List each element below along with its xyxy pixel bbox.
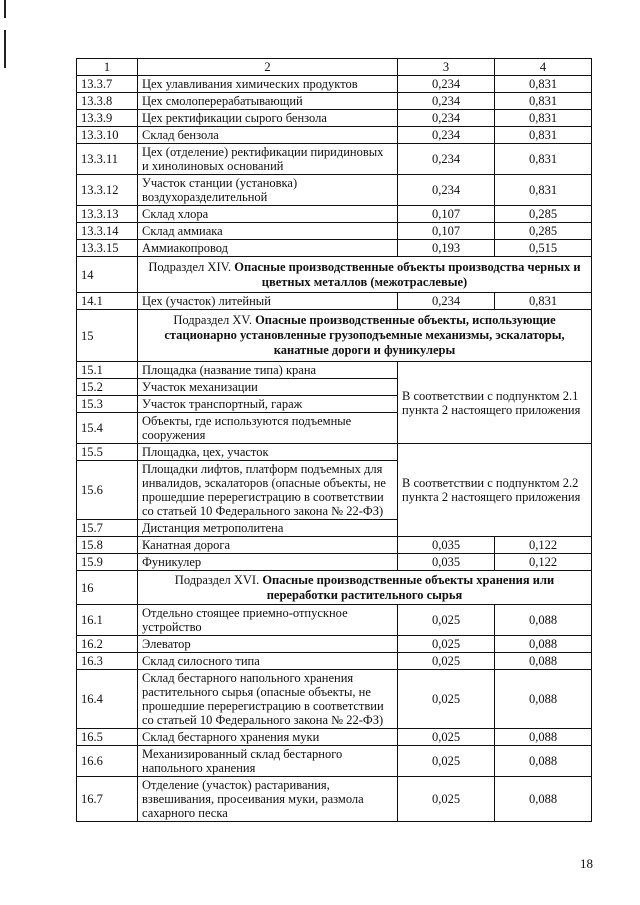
row-value-3: 0,234 [398,93,495,110]
row-name: Цех смолоперерабатывающий [138,93,398,110]
row-name: Склад аммиака [138,223,398,240]
table-row [77,670,592,729]
row-value-3: 0,234 [398,110,495,127]
row-number: 13.3.12 [77,175,138,206]
row-name: Участок механизации [138,379,398,396]
row-value-3: 0,025 [398,729,495,746]
row-number: 15.5 [77,444,138,461]
row-value-3: 0,234 [398,144,495,175]
row-value-4: 0,831 [495,144,592,175]
section-title: Опасные производственные объекты, использующие стационарно установленные грузоподъемные механизмы, эскалаторы, канатные дороги и фуникулеры [164,313,565,357]
row-value-3: 0,025 [398,605,495,636]
row-number: 14.1 [77,293,138,310]
row-name: Площадка (название типа) крана [138,362,398,379]
row-value-4: 0,831 [495,76,592,93]
row-value-4: 0,831 [495,110,592,127]
table-row [77,206,592,223]
row-name: Цех (отделение) ректификации пиридиновых и хинолиновых оснований [138,144,398,175]
row-name: Отдельно стоящее приемно-отпускное устройство [138,605,398,636]
section-number: 15 [77,310,138,362]
table-row [77,127,592,144]
row-number: 13.3.14 [77,223,138,240]
row-number: 15.9 [77,554,138,571]
row-number: 15.7 [77,520,138,537]
table-row [77,93,592,110]
table-body [77,537,592,571]
hazard-objects-table [76,58,592,822]
row-value-4: 0,088 [495,777,592,822]
row-number: 16.7 [77,777,138,822]
row-value-3: 0,025 [398,653,495,670]
section-heading [138,571,592,605]
table-body [77,257,592,537]
row-number: 15.6 [77,461,138,520]
row-value-3: 0,025 [398,670,495,729]
row-number: 16.6 [77,746,138,777]
row-name: Канатная дорога [138,537,398,554]
column-header: 1 [77,59,138,76]
row-number: 13.3.13 [77,206,138,223]
row-name: Объекты, где используются подъемные сооружения [138,413,398,444]
row-name: Склад бестарного хранения муки [138,729,398,746]
table-row [77,293,592,310]
row-value-3: 0,193 [398,240,495,257]
row-value-3: 0,234 [398,76,495,93]
row-number: 16.4 [77,670,138,729]
row-value-4: 0,122 [495,537,592,554]
row-value-4: 0,831 [495,293,592,310]
row-number: 16.5 [77,729,138,746]
table-row [77,636,592,653]
table-row [77,76,592,93]
row-number: 15.1 [77,362,138,379]
row-value-4: 0,831 [495,127,592,144]
section-row [77,257,592,293]
row-name: Цех (участок) литейный [138,293,398,310]
row-number: 13.3.9 [77,110,138,127]
section-heading [138,257,592,293]
column-header: 4 [495,59,592,76]
table-row [77,653,592,670]
section-prefix: Подраздел XVI. [174,572,260,587]
row-value-4: 0,088 [495,636,592,653]
table-body [77,571,592,605]
row-name: Площадка, цех, участок [138,444,398,461]
row-name: Отделение (участок) растаривания, взвешивания, просеивания муки, размола сахарного песка [138,777,398,822]
row-number: 16.2 [77,636,138,653]
scan-edge-mark [4,30,6,68]
row-value-4: 0,831 [495,93,592,110]
column-number-row [77,59,592,76]
row-value-4: 0,088 [495,729,592,746]
table-row [77,444,592,461]
row-value-4: 0,515 [495,240,592,257]
row-value-3: 0,107 [398,223,495,240]
page-number: 18 [580,856,593,871]
table-row [77,223,592,240]
row-number: 13.3.7 [77,76,138,93]
row-value-3: 0,025 [398,746,495,777]
row-value-4: 0,285 [495,206,592,223]
row-value-4: 0,088 [495,746,592,777]
row-value-4: 0,831 [495,175,592,206]
table-row [77,110,592,127]
table-row [77,240,592,257]
row-value-4: 0,088 [495,653,592,670]
row-value-3: 0,035 [398,537,495,554]
row-number: 15.8 [77,537,138,554]
row-number: 13.3.10 [77,127,138,144]
table-row [77,175,592,206]
section-prefix: Подраздел XV. [173,313,252,327]
section-number: 16 [77,571,138,605]
row-value-4: 0,285 [495,223,592,240]
section-prefix: Подраздел XIV. [148,259,232,274]
table-row [77,777,592,822]
table-body [77,605,592,822]
row-name: Цех улавливания химических продуктов [138,76,398,93]
row-name: Механизированный склад бестарного напольного хранения [138,746,398,777]
table-row [77,729,592,746]
row-name: Участок транспортный, гараж [138,396,398,413]
row-value-3: 0,107 [398,206,495,223]
table-row [77,537,592,554]
reference-note: В соответствии с подпунктом 2.1 пункта 2 настоящего приложения [398,362,592,444]
row-name: Цех ректификации сырого бензола [138,110,398,127]
row-number: 13.3.15 [77,240,138,257]
row-value-4: 0,122 [495,554,592,571]
table-row [77,746,592,777]
scan-edge-mark [4,0,6,18]
section-row [77,571,592,605]
table-row [77,362,592,379]
row-value-4: 0,088 [495,605,592,636]
reference-note: В соответствии с подпунктом 2.2 пункта 2 настоящего приложения [398,444,592,537]
row-value-3: 0,035 [398,554,495,571]
row-name: Склад хлора [138,206,398,223]
row-number: 16.1 [77,605,138,636]
row-number: 15.4 [77,413,138,444]
row-number: 13.3.8 [77,93,138,110]
row-name: Фуникулер [138,554,398,571]
section-title: Опасные производственные объекты производства черных и цветных металлов (межотраслевые) [234,259,581,289]
row-value-4: 0,088 [495,670,592,729]
row-value-3: 0,025 [398,636,495,653]
section-number: 14 [77,257,138,293]
row-number: 13.3.11 [77,144,138,175]
column-header: 3 [398,59,495,76]
row-number: 16.3 [77,653,138,670]
section-row [77,310,592,362]
row-name: Аммиакопровод [138,240,398,257]
row-name: Склад бензола [138,127,398,144]
row-name: Площадки лифтов, платформ подъемных для инвалидов, эскалаторов (опасные объекты, не прошедшие перерегистрацию в соответствии со статьей 10 Федерального закона № 22-ФЗ) [138,461,398,520]
row-name: Склад бестарного напольного хранения растительного сырья (опасные объекты, не прошедшие перерегистрацию в соответствии со статьей 10 Федерального закона № 22-ФЗ) [138,670,398,729]
row-value-3: 0,234 [398,293,495,310]
table-row [77,144,592,175]
row-name: Склад силосного типа [138,653,398,670]
row-number: 15.3 [77,396,138,413]
section-title: Опасные производственные объекты хранения или переработки растительного сырья [262,572,555,602]
table-row [77,605,592,636]
row-value-3: 0,234 [398,127,495,144]
table-row [77,554,592,571]
row-value-3: 0,234 [398,175,495,206]
table-body [77,76,592,257]
row-name: Элеватор [138,636,398,653]
row-name: Дистанция метрополитена [138,520,398,537]
section-heading [138,310,592,362]
column-header: 2 [138,59,398,76]
row-value-3: 0,025 [398,777,495,822]
row-name: Участок станции (установка) воздухоразделительной [138,175,398,206]
row-number: 15.2 [77,379,138,396]
